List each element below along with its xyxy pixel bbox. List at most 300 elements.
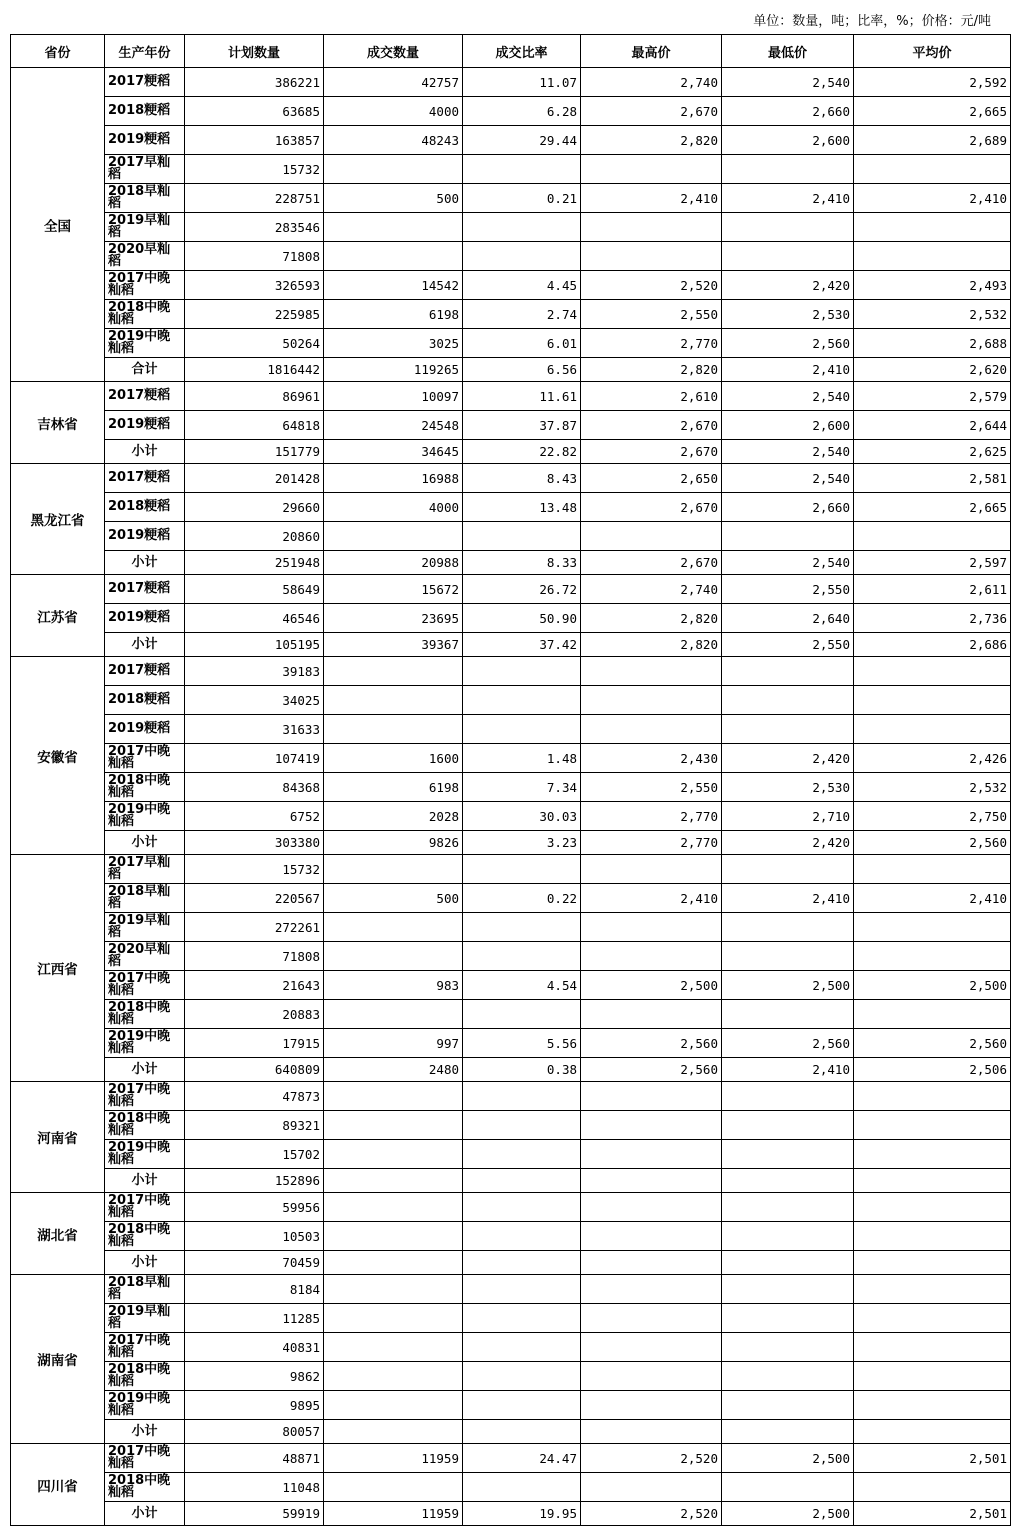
highest-price-cell: [581, 213, 722, 242]
table-row: [11, 329, 1011, 358]
planned-quantity-cell: 15732: [185, 855, 324, 884]
planned-quantity-cell: 17915: [185, 1029, 324, 1058]
lowest-price-cell: [722, 1473, 854, 1502]
subtotal-label: 小计: [105, 1169, 185, 1193]
production-year-cell: 2018早籼稻: [105, 884, 185, 913]
production-year-cell: 2019粳稻: [105, 522, 185, 551]
trade-ratio-cell: 0.21: [463, 184, 581, 213]
subtotal-label: 小计: [105, 1502, 185, 1526]
header-highest-price: 最高价: [581, 35, 722, 68]
table-row: [11, 1304, 1011, 1333]
planned-quantity-cell: 283546: [185, 213, 324, 242]
highest-price-cell: 2,410: [581, 184, 722, 213]
table-row: [11, 633, 1011, 657]
planned-quantity-cell: 640809: [185, 1058, 324, 1082]
lowest-price-cell: 2,540: [722, 551, 854, 575]
average-price-cell: 2,501: [854, 1502, 1011, 1526]
planned-quantity-cell: 71808: [185, 242, 324, 271]
trade-ratio-cell: [463, 1251, 581, 1275]
table-row: [11, 773, 1011, 802]
lowest-price-cell: [722, 657, 854, 686]
planned-quantity-cell: 20860: [185, 522, 324, 551]
subtotal-label: 小计: [105, 551, 185, 575]
trade-ratio-cell: 2.74: [463, 300, 581, 329]
highest-price-cell: 2,520: [581, 1444, 722, 1473]
average-price-cell: 2,426: [854, 744, 1011, 773]
table-row: [11, 382, 1011, 411]
average-price-cell: 2,506: [854, 1058, 1011, 1082]
planned-quantity-cell: 272261: [185, 913, 324, 942]
average-price-cell: 2,579: [854, 382, 1011, 411]
trade-ratio-cell: [463, 1193, 581, 1222]
planned-quantity-cell: 46546: [185, 604, 324, 633]
average-price-cell: 2,689: [854, 126, 1011, 155]
traded-quantity-cell: 24548: [324, 411, 463, 440]
highest-price-cell: [581, 1473, 722, 1502]
average-price-cell: [854, 1333, 1011, 1362]
average-price-cell: [854, 657, 1011, 686]
trade-ratio-cell: [463, 1140, 581, 1169]
traded-quantity-cell: 14542: [324, 271, 463, 300]
planned-quantity-cell: 15732: [185, 155, 324, 184]
trade-ratio-cell: 22.82: [463, 440, 581, 464]
highest-price-cell: 2,520: [581, 1502, 722, 1526]
lowest-price-cell: [722, 1193, 854, 1222]
highest-price-cell: 2,650: [581, 464, 722, 493]
highest-price-cell: 2,820: [581, 604, 722, 633]
trade-ratio-cell: [463, 1391, 581, 1420]
subtotal-label: 合计: [105, 358, 185, 382]
trade-ratio-cell: [463, 657, 581, 686]
highest-price-cell: 2,560: [581, 1029, 722, 1058]
table-row: [11, 802, 1011, 831]
production-year-cell: 2019粳稻: [105, 126, 185, 155]
traded-quantity-cell: [324, 1222, 463, 1251]
average-price-cell: [854, 1082, 1011, 1111]
production-year-cell: 2017中晚籼稻: [105, 1082, 185, 1111]
subtotal-label: 小计: [105, 1251, 185, 1275]
production-year-cell: 2019粳稻: [105, 411, 185, 440]
planned-quantity-cell: 59956: [185, 1193, 324, 1222]
planned-quantity-cell: 21643: [185, 971, 324, 1000]
highest-price-cell: 2,770: [581, 329, 722, 358]
table-row: [11, 440, 1011, 464]
table-row: [11, 1082, 1011, 1111]
production-year-cell: 2020早籼稻: [105, 942, 185, 971]
table-row: [11, 855, 1011, 884]
table-row: [11, 1111, 1011, 1140]
production-year-cell: 2018中晚籼稻: [105, 773, 185, 802]
traded-quantity-cell: [324, 1193, 463, 1222]
highest-price-cell: 2,410: [581, 884, 722, 913]
lowest-price-cell: 2,410: [722, 184, 854, 213]
province-cell: 吉林省: [11, 382, 105, 464]
table-row: [11, 971, 1011, 1000]
production-year-cell: 2019粳稻: [105, 715, 185, 744]
highest-price-cell: [581, 1082, 722, 1111]
lowest-price-cell: [722, 942, 854, 971]
trade-ratio-cell: [463, 1420, 581, 1444]
planned-quantity-cell: 163857: [185, 126, 324, 155]
province-cell: 湖南省: [11, 1275, 105, 1444]
average-price-cell: 2,665: [854, 97, 1011, 126]
average-price-cell: [854, 1111, 1011, 1140]
table-row: [11, 411, 1011, 440]
average-price-cell: 2,410: [854, 884, 1011, 913]
trade-ratio-cell: 6.28: [463, 97, 581, 126]
production-year-cell: 2018中晚籼稻: [105, 1473, 185, 1502]
planned-quantity-cell: 10503: [185, 1222, 324, 1251]
traded-quantity-cell: [324, 686, 463, 715]
lowest-price-cell: 2,540: [722, 382, 854, 411]
planned-quantity-cell: 84368: [185, 773, 324, 802]
planned-quantity-cell: 29660: [185, 493, 324, 522]
header-trade-ratio: 成交比率: [463, 35, 581, 68]
table-row: [11, 300, 1011, 329]
traded-quantity-cell: 500: [324, 884, 463, 913]
table-row: [11, 68, 1011, 97]
highest-price-cell: 2,500: [581, 971, 722, 1000]
header-lowest-price: 最低价: [722, 35, 854, 68]
traded-quantity-cell: [324, 1169, 463, 1193]
average-price-cell: 2,620: [854, 358, 1011, 382]
lowest-price-cell: [722, 1362, 854, 1391]
highest-price-cell: [581, 1251, 722, 1275]
highest-price-cell: [581, 657, 722, 686]
lowest-price-cell: 2,500: [722, 971, 854, 1000]
lowest-price-cell: [722, 1140, 854, 1169]
lowest-price-cell: 2,660: [722, 493, 854, 522]
production-year-cell: 2018粳稻: [105, 493, 185, 522]
production-year-cell: 2017中晚籼稻: [105, 1444, 185, 1473]
traded-quantity-cell: 997: [324, 1029, 463, 1058]
lowest-price-cell: 2,420: [722, 271, 854, 300]
production-year-cell: 2018早籼稻: [105, 1275, 185, 1304]
highest-price-cell: 2,670: [581, 440, 722, 464]
traded-quantity-cell: [324, 155, 463, 184]
province-cell: 安徽省: [11, 657, 105, 855]
planned-quantity-cell: 59919: [185, 1502, 324, 1526]
planned-quantity-cell: 8184: [185, 1275, 324, 1304]
average-price-cell: 2,688: [854, 329, 1011, 358]
production-year-cell: 2020早籼稻: [105, 242, 185, 271]
table-row: [11, 715, 1011, 744]
table-row: [11, 884, 1011, 913]
traded-quantity-cell: 500: [324, 184, 463, 213]
planned-quantity-cell: 9862: [185, 1362, 324, 1391]
average-price-cell: 2,750: [854, 802, 1011, 831]
average-price-cell: 2,665: [854, 493, 1011, 522]
lowest-price-cell: 2,600: [722, 411, 854, 440]
planned-quantity-cell: 228751: [185, 184, 324, 213]
highest-price-cell: 2,740: [581, 575, 722, 604]
subtotal-label: 小计: [105, 440, 185, 464]
highest-price-cell: [581, 1140, 722, 1169]
trade-ratio-cell: 4.45: [463, 271, 581, 300]
highest-price-cell: 2,670: [581, 551, 722, 575]
lowest-price-cell: 2,550: [722, 633, 854, 657]
lowest-price-cell: [722, 686, 854, 715]
trade-ratio-cell: 30.03: [463, 802, 581, 831]
production-year-cell: 2019中晚籼稻: [105, 1391, 185, 1420]
highest-price-cell: 2,770: [581, 831, 722, 855]
traded-quantity-cell: [324, 855, 463, 884]
average-price-cell: [854, 715, 1011, 744]
average-price-cell: 2,560: [854, 1029, 1011, 1058]
trade-ratio-cell: 50.90: [463, 604, 581, 633]
average-price-cell: 2,500: [854, 971, 1011, 1000]
traded-quantity-cell: 16988: [324, 464, 463, 493]
planned-quantity-cell: 107419: [185, 744, 324, 773]
lowest-price-cell: [722, 913, 854, 942]
planned-quantity-cell: 34025: [185, 686, 324, 715]
lowest-price-cell: 2,410: [722, 358, 854, 382]
planned-quantity-cell: 70459: [185, 1251, 324, 1275]
traded-quantity-cell: 23695: [324, 604, 463, 633]
table-row: [11, 464, 1011, 493]
average-price-cell: [854, 1193, 1011, 1222]
trade-ratio-cell: [463, 686, 581, 715]
highest-price-cell: 2,820: [581, 358, 722, 382]
header-planned-quantity: 计划数量: [185, 35, 324, 68]
table-row: [11, 1391, 1011, 1420]
traded-quantity-cell: 983: [324, 971, 463, 1000]
planned-quantity-cell: 63685: [185, 97, 324, 126]
lowest-price-cell: [722, 1082, 854, 1111]
table-row: [11, 213, 1011, 242]
average-price-cell: 2,686: [854, 633, 1011, 657]
trade-ratio-cell: [463, 1333, 581, 1362]
table-row: [11, 913, 1011, 942]
average-price-cell: [854, 213, 1011, 242]
lowest-price-cell: 2,420: [722, 831, 854, 855]
lowest-price-cell: 2,410: [722, 1058, 854, 1082]
highest-price-cell: 2,670: [581, 97, 722, 126]
lowest-price-cell: 2,540: [722, 464, 854, 493]
planned-quantity-cell: 220567: [185, 884, 324, 913]
table-row: [11, 1473, 1011, 1502]
table-row: [11, 1362, 1011, 1391]
production-year-cell: 2017早籼稻: [105, 155, 185, 184]
production-year-cell: 2018中晚籼稻: [105, 300, 185, 329]
production-year-cell: 2017粳稻: [105, 382, 185, 411]
lowest-price-cell: [722, 1420, 854, 1444]
table-row: [11, 1502, 1011, 1526]
average-price-cell: [854, 1000, 1011, 1029]
trade-ratio-cell: 8.43: [463, 464, 581, 493]
traded-quantity-cell: 3025: [324, 329, 463, 358]
highest-price-cell: [581, 855, 722, 884]
production-year-cell: 2019粳稻: [105, 604, 185, 633]
production-year-cell: 2018早籼稻: [105, 184, 185, 213]
production-year-cell: 2018粳稻: [105, 97, 185, 126]
planned-quantity-cell: 105195: [185, 633, 324, 657]
table-row: [11, 493, 1011, 522]
subtotal-label: 小计: [105, 1420, 185, 1444]
lowest-price-cell: [722, 1000, 854, 1029]
lowest-price-cell: 2,560: [722, 1029, 854, 1058]
table-row: [11, 1333, 1011, 1362]
lowest-price-cell: 2,410: [722, 884, 854, 913]
trade-ratio-cell: [463, 213, 581, 242]
traded-quantity-cell: 6198: [324, 773, 463, 802]
planned-quantity-cell: 6752: [185, 802, 324, 831]
planned-quantity-cell: 47873: [185, 1082, 324, 1111]
average-price-cell: 2,501: [854, 1444, 1011, 1473]
production-year-cell: 2019早籼稻: [105, 213, 185, 242]
planned-quantity-cell: 15702: [185, 1140, 324, 1169]
traded-quantity-cell: [324, 1000, 463, 1029]
traded-quantity-cell: 4000: [324, 97, 463, 126]
planned-quantity-cell: 86961: [185, 382, 324, 411]
trade-ratio-cell: 6.56: [463, 358, 581, 382]
province-cell: 黑龙江省: [11, 464, 105, 575]
lowest-price-cell: [722, 213, 854, 242]
average-price-cell: [854, 1473, 1011, 1502]
average-price-cell: 2,597: [854, 551, 1011, 575]
average-price-cell: 2,625: [854, 440, 1011, 464]
traded-quantity-cell: [324, 1275, 463, 1304]
highest-price-cell: 2,430: [581, 744, 722, 773]
average-price-cell: [854, 1304, 1011, 1333]
traded-quantity-cell: [324, 1082, 463, 1111]
highest-price-cell: [581, 1275, 722, 1304]
trade-ratio-cell: 7.34: [463, 773, 581, 802]
table-row: [11, 551, 1011, 575]
traded-quantity-cell: 2028: [324, 802, 463, 831]
trade-ratio-cell: 13.48: [463, 493, 581, 522]
province-cell: 江苏省: [11, 575, 105, 657]
planned-quantity-cell: 39183: [185, 657, 324, 686]
production-year-cell: 2017中晚籼稻: [105, 1333, 185, 1362]
traded-quantity-cell: [324, 1420, 463, 1444]
production-year-cell: 2017粳稻: [105, 657, 185, 686]
traded-quantity-cell: [324, 1391, 463, 1420]
production-year-cell: 2019中晚籼稻: [105, 329, 185, 358]
lowest-price-cell: [722, 1111, 854, 1140]
trade-ratio-cell: [463, 942, 581, 971]
highest-price-cell: [581, 522, 722, 551]
traded-quantity-cell: [324, 242, 463, 271]
planned-quantity-cell: 303380: [185, 831, 324, 855]
trade-ratio-cell: 37.87: [463, 411, 581, 440]
planned-quantity-cell: 201428: [185, 464, 324, 493]
table-row: [11, 831, 1011, 855]
traded-quantity-cell: [324, 213, 463, 242]
subtotal-label: 小计: [105, 831, 185, 855]
header-average-price: 平均价: [854, 35, 1011, 68]
trade-ratio-cell: [463, 1473, 581, 1502]
average-price-cell: 2,493: [854, 271, 1011, 300]
lowest-price-cell: 2,500: [722, 1502, 854, 1526]
trade-ratio-cell: [463, 1304, 581, 1333]
trade-ratio-cell: [463, 1222, 581, 1251]
trade-ratio-cell: [463, 1275, 581, 1304]
planned-quantity-cell: 31633: [185, 715, 324, 744]
planned-quantity-cell: 20883: [185, 1000, 324, 1029]
table-row: [11, 1420, 1011, 1444]
highest-price-cell: [581, 715, 722, 744]
lowest-price-cell: 2,710: [722, 802, 854, 831]
highest-price-cell: [581, 1000, 722, 1029]
average-price-cell: [854, 1391, 1011, 1420]
traded-quantity-cell: 1600: [324, 744, 463, 773]
highest-price-cell: 2,550: [581, 300, 722, 329]
production-year-cell: 2017早籼稻: [105, 855, 185, 884]
average-price-cell: [854, 942, 1011, 971]
table-row: [11, 1140, 1011, 1169]
highest-price-cell: 2,770: [581, 802, 722, 831]
average-price-cell: [854, 686, 1011, 715]
average-price-cell: 2,611: [854, 575, 1011, 604]
highest-price-cell: 2,560: [581, 1058, 722, 1082]
average-price-cell: 2,532: [854, 300, 1011, 329]
traded-quantity-cell: 42757: [324, 68, 463, 97]
province-cell: 全国: [11, 68, 105, 382]
header-province: 省份: [11, 35, 105, 68]
table-body: [11, 68, 1011, 1526]
trade-ratio-cell: 4.54: [463, 971, 581, 1000]
trade-ratio-cell: [463, 1000, 581, 1029]
production-year-cell: 2017粳稻: [105, 575, 185, 604]
average-price-cell: 2,410: [854, 184, 1011, 213]
table-row: [11, 686, 1011, 715]
table-row: [11, 657, 1011, 686]
province-cell: 湖北省: [11, 1193, 105, 1275]
average-price-cell: [854, 242, 1011, 271]
trade-ratio-cell: [463, 522, 581, 551]
trade-ratio-cell: 24.47: [463, 1444, 581, 1473]
table-row: [11, 1000, 1011, 1029]
planned-quantity-cell: 326593: [185, 271, 324, 300]
lowest-price-cell: 2,530: [722, 773, 854, 802]
traded-quantity-cell: [324, 1333, 463, 1362]
trade-ratio-cell: 6.01: [463, 329, 581, 358]
average-price-cell: [854, 1251, 1011, 1275]
average-price-cell: [854, 1169, 1011, 1193]
planned-quantity-cell: 89321: [185, 1111, 324, 1140]
traded-quantity-cell: [324, 1111, 463, 1140]
trade-ratio-cell: 0.38: [463, 1058, 581, 1082]
planned-quantity-cell: 48871: [185, 1444, 324, 1473]
planned-quantity-cell: 386221: [185, 68, 324, 97]
subtotal-label: 小计: [105, 633, 185, 657]
trade-ratio-cell: 0.22: [463, 884, 581, 913]
trade-ratio-cell: 29.44: [463, 126, 581, 155]
lowest-price-cell: 2,600: [722, 126, 854, 155]
production-year-cell: 2017中晚籼稻: [105, 1193, 185, 1222]
highest-price-cell: 2,740: [581, 68, 722, 97]
highest-price-cell: 2,670: [581, 411, 722, 440]
production-year-cell: 2018中晚籼稻: [105, 1111, 185, 1140]
lowest-price-cell: 2,640: [722, 604, 854, 633]
traded-quantity-cell: [324, 657, 463, 686]
header-traded-quantity: 成交数量: [324, 35, 463, 68]
highest-price-cell: 2,820: [581, 633, 722, 657]
lowest-price-cell: [722, 715, 854, 744]
traded-quantity-cell: 10097: [324, 382, 463, 411]
production-year-cell: 2019中晚籼稻: [105, 1029, 185, 1058]
lowest-price-cell: [722, 1304, 854, 1333]
trade-ratio-cell: [463, 715, 581, 744]
highest-price-cell: 2,550: [581, 773, 722, 802]
lowest-price-cell: 2,540: [722, 68, 854, 97]
trade-ratio-cell: [463, 913, 581, 942]
planned-quantity-cell: 225985: [185, 300, 324, 329]
highest-price-cell: 2,670: [581, 493, 722, 522]
planned-quantity-cell: 11285: [185, 1304, 324, 1333]
planned-quantity-cell: 40831: [185, 1333, 324, 1362]
